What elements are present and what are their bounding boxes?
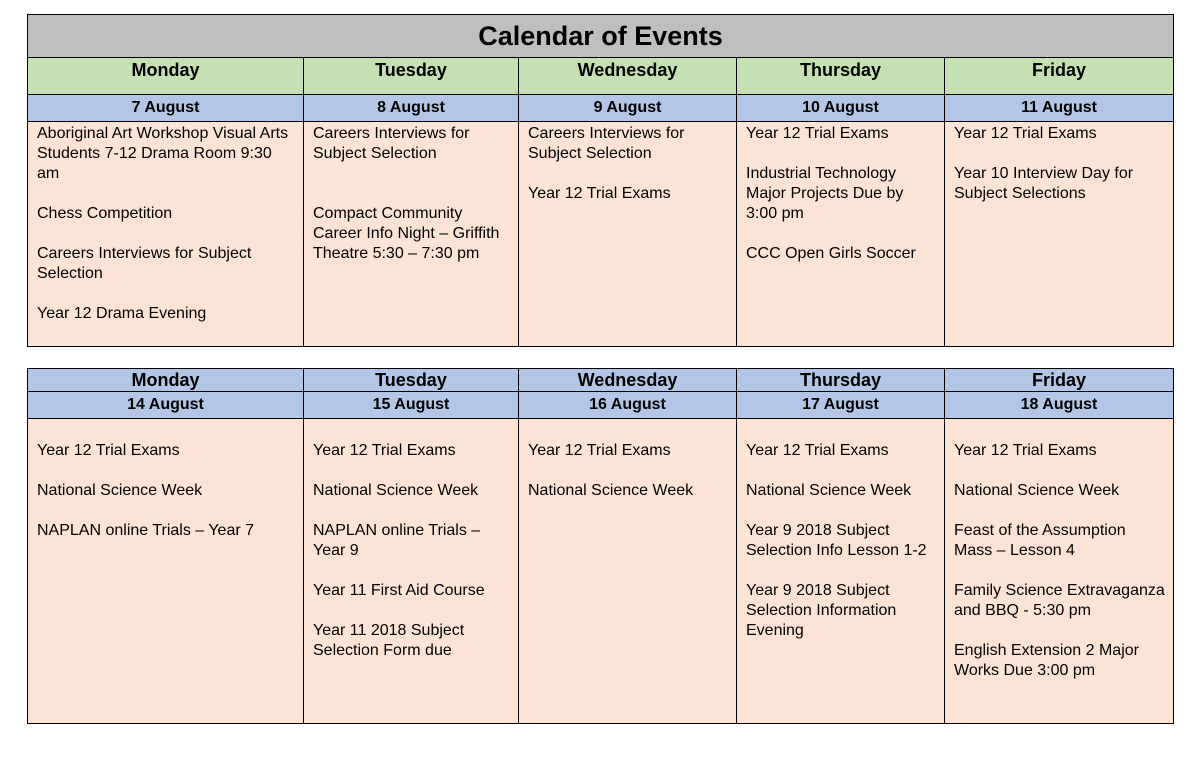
- day-events: [519, 419, 737, 724]
- date-header: 9 August: [519, 95, 737, 122]
- event-item: Year 10 Interview Day for Subject Selections: [954, 165, 1134, 202]
- event-item: Year 12 Trial Exams: [746, 125, 889, 142]
- date-header: 8 August: [304, 95, 519, 122]
- date-header: 11 August: [945, 95, 1174, 122]
- event-item: Compact Community Career Info Night – Griffith Theatre 5:30 – 7:30 pm: [313, 205, 500, 262]
- event-item: Year 9 2018 Subject Selection Info Lesson 1-2: [746, 522, 927, 559]
- event-item: Careers Interviews for Subject Selection: [313, 125, 470, 162]
- day-header: Thursday: [737, 58, 945, 95]
- day-events: [945, 122, 1174, 347]
- day-events: [737, 419, 945, 724]
- day-events: [737, 122, 945, 347]
- date-header: 15 August: [304, 392, 519, 419]
- event-item: Year 12 Trial Exams: [746, 442, 889, 459]
- day-header: Friday: [945, 369, 1174, 392]
- event-item: Year 9 2018 Subject Selection Information Evening: [746, 582, 897, 639]
- event-item: Year 12 Trial Exams: [313, 442, 456, 459]
- date-header: 16 August: [519, 392, 737, 419]
- event-item: Aboriginal Art Workshop Visual Arts Students 7-12 Drama Room 9:30 am: [37, 125, 289, 182]
- event-item: National Science Week: [528, 482, 694, 499]
- event-item: Year 12 Trial Exams: [954, 442, 1097, 459]
- event-item: Chess Competition: [37, 205, 173, 222]
- event-item: National Science Week: [954, 482, 1120, 499]
- date-header: 10 August: [737, 95, 945, 122]
- day-header: Friday: [945, 58, 1174, 95]
- event-item: Year 12 Trial Exams: [954, 125, 1097, 142]
- event-item: NAPLAN online Trials – Year 7: [37, 522, 255, 539]
- day-header: Wednesday: [519, 58, 737, 95]
- date-header: 7 August: [28, 95, 304, 122]
- event-item: Year 12 Trial Exams: [528, 442, 671, 459]
- calendar-week-2: [27, 368, 1174, 724]
- event-item: Year 12 Trial Exams: [37, 442, 180, 459]
- event-item: English Extension 2 Major Works Due 3:00 pm: [954, 642, 1139, 679]
- calendar-week-1: [27, 14, 1174, 347]
- event-item: National Science Week: [746, 482, 912, 499]
- date-header: 14 August: [28, 392, 304, 419]
- event-item: National Science Week: [37, 482, 203, 499]
- day-events: [304, 122, 519, 347]
- event-item: National Science Week: [313, 482, 479, 499]
- day-header: Tuesday: [304, 58, 519, 95]
- event-item: NAPLAN online Trials – Year 9: [313, 522, 481, 559]
- event-item: Year 12 Trial Exams: [528, 185, 671, 202]
- event-item: Family Science Extravaganza and BBQ - 5:30 pm: [954, 582, 1165, 619]
- day-events: [28, 419, 304, 724]
- date-header: 18 August: [945, 392, 1174, 419]
- day-header: Monday: [28, 369, 304, 392]
- event-item: Year 11 2018 Subject Selection Form due: [313, 622, 465, 659]
- day-events: [28, 122, 304, 347]
- event-item: Year 11 First Aid Course: [313, 582, 485, 599]
- date-header: 17 August: [737, 392, 945, 419]
- event-item: Year 12 Drama Evening: [37, 305, 207, 322]
- day-events: [519, 122, 737, 347]
- day-header: Wednesday: [519, 369, 737, 392]
- event-item: Careers Interviews for Subject Selection: [528, 125, 685, 162]
- day-header: Tuesday: [304, 369, 519, 392]
- event-item: Industrial Technology Major Projects Due by 3:00 pm: [746, 165, 904, 222]
- day-header: Monday: [28, 58, 304, 95]
- event-item: Careers Interviews for Subject Selection: [37, 245, 252, 282]
- day-events: [945, 419, 1174, 724]
- event-item: CCC Open Girls Soccer: [746, 245, 916, 262]
- day-events: [304, 419, 519, 724]
- event-item: Feast of the Assumption Mass – Lesson 4: [954, 522, 1126, 559]
- day-header: Thursday: [737, 369, 945, 392]
- page-title: Calendar of Events: [28, 15, 1174, 58]
